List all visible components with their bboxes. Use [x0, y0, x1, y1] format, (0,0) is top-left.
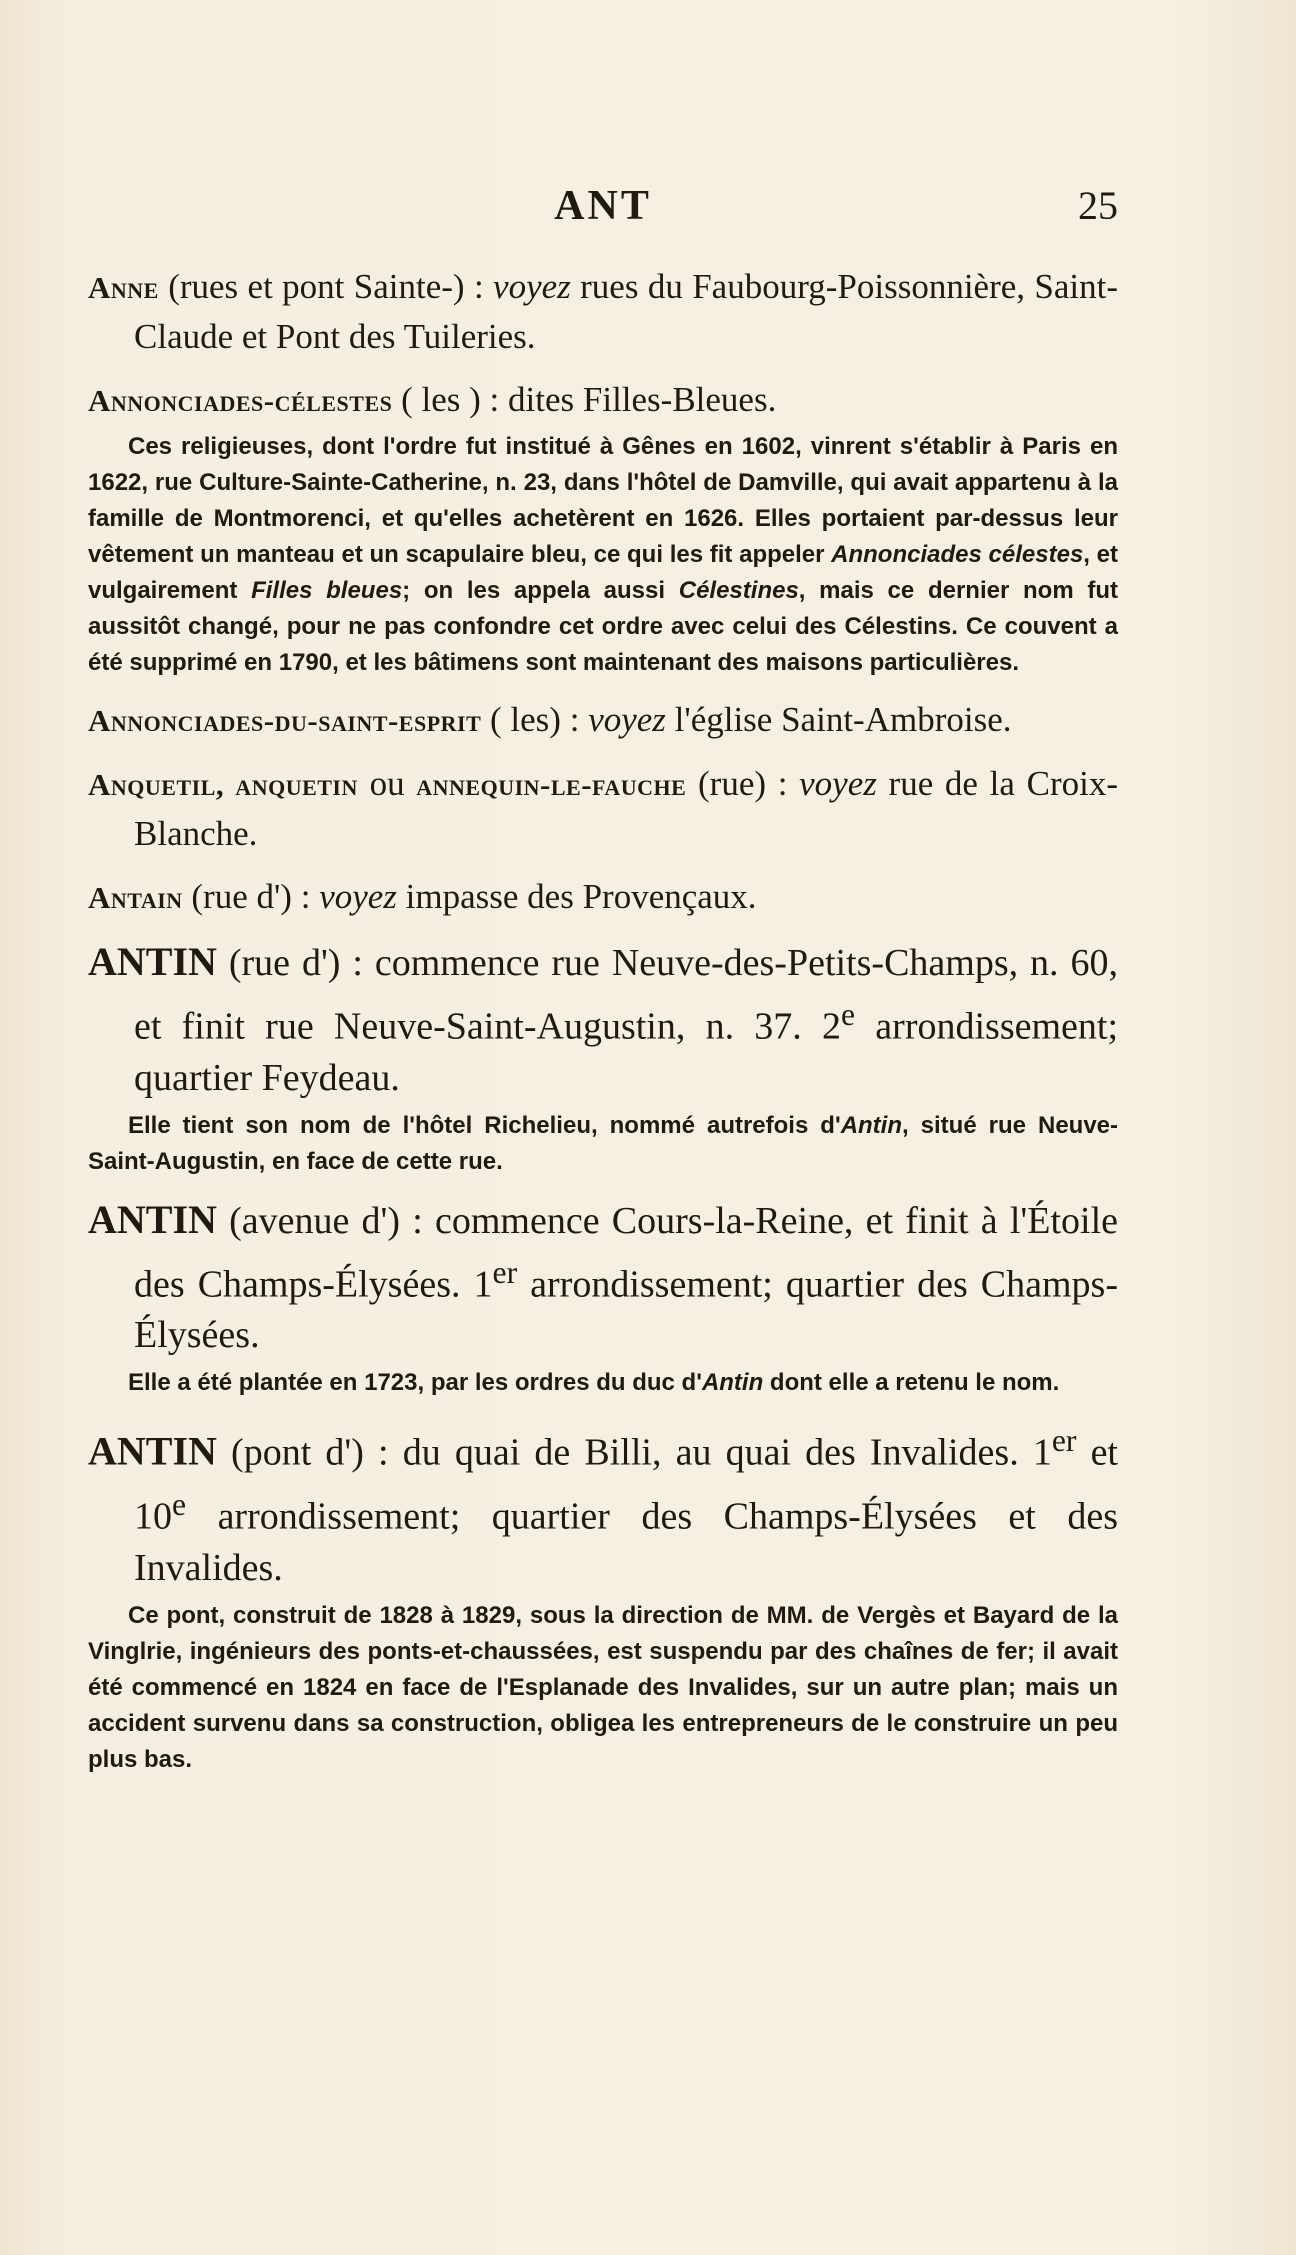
entry-heading [88, 1194, 1118, 1362]
note-text: Ce pont, construit de 1828 à 1829, sous la direction de MM. de Vergès et Bayard de la Vinglrie, ingénieurs des ponts-et-chaussées, est suspendu par des chaînes de fer; il avait été commencé en 1824 en face de l'Esplanade des Invalides, sur un autre plan; mais un accident survenu dans sa construction, obligea les entrepreneurs de le construire un peu plus bas. [88, 1601, 1118, 1773]
page-number: 25 [1078, 183, 1118, 228]
entry-heading [88, 262, 1118, 361]
headword: Annonciades-célestes [88, 383, 393, 418]
headword: ANTIN [88, 1428, 217, 1474]
heading-text: rue de la Croix-Blanche. [134, 764, 1118, 853]
superscript: er [492, 1254, 518, 1290]
heading-text: rues du Faubourg-Poissonnière, Saint-Claude et Pont des Tuileries. [134, 267, 1118, 356]
heading-text: ( les ) : dites Filles-Bleues. [392, 380, 777, 419]
entry-heading [88, 375, 1118, 425]
entry-heading [88, 936, 1118, 1104]
cross-reference: voyez [493, 267, 571, 306]
running-head [88, 182, 1118, 242]
note-text: dont elle a retenu le nom. [763, 1369, 1060, 1397]
note-text: Elle tient son nom de l'hôtel Richelieu, nommé autrefois d' [128, 1111, 841, 1139]
note-italic: Célestines [678, 577, 799, 604]
heading-text: (rues et pont Sainte-) : [158, 267, 494, 306]
note-italic: Filles bleues [251, 577, 403, 604]
note-italic: Annonciades célestes [831, 541, 1084, 568]
note-text: Ces religieuses, dont l'ordre fut institué à Gênes en 1602, vinrent s'établir à Paris en 1622, rue Culture-Sainte-Catherine, n. 23, dans l'hôtel de Damville, qui avait appartenu à la famille de Montmorenci, et qu'elles achetèrent en 1626. Elles portaient par-dessus leur vêtement un manteau et un scapulaire bleu, ce qui les fit appeler [88, 433, 1118, 568]
heading-text: l'église Saint-Ambroise. [665, 700, 1012, 739]
heading-text: et 10 [134, 1431, 1118, 1538]
entry-heading [88, 759, 1118, 858]
note-text: Elle a été plantée en 1723, par les ordres du duc d' [128, 1369, 702, 1397]
entry-antin-rue [88, 936, 1118, 1180]
heading-text: (rue) : [686, 764, 800, 803]
note-italic: Antin [840, 1111, 902, 1139]
entry-heading [88, 1415, 1118, 1593]
entry-heading [88, 695, 1118, 745]
headword: annequin-le-fauche [416, 767, 687, 802]
running-title: ANT [554, 183, 652, 229]
headword: Antain [88, 880, 183, 915]
entry-note [88, 1365, 1118, 1401]
entry-note [88, 1108, 1118, 1180]
heading-text: (rue d') : commence rue Neuve-des-Petits-Champs, n. 60, et finit rue Neuve-Saint-Augustin, n. 37. 2 [134, 942, 1118, 1048]
note-text: , et vulgairement [88, 541, 1118, 604]
heading-text: ( les) : [481, 700, 589, 739]
headword: ANTIN [88, 1196, 217, 1242]
cross-reference: voyez [799, 764, 877, 803]
headword: Anquetil, anquetin [88, 767, 358, 802]
note-italic: Antin [701, 1369, 764, 1397]
entry-antain [88, 872, 1118, 922]
note-text: , mais ce dernier nom fut aussitôt changé, pour ne pas confondre cet ordre avec celui des Célestins. Ce couvent a été supprimé en 1790, et les bâtimens sont maintenant des maisons particulières. [88, 577, 1119, 676]
heading-text: ou [357, 764, 417, 803]
entry-antin-avenue [88, 1194, 1118, 1402]
superscript: er [1051, 1423, 1077, 1459]
cross-reference: voyez [319, 877, 397, 916]
heading-text: arrondissement; quartier Feydeau. [134, 1005, 1119, 1099]
entry-annonciades-du-saint-esprit [88, 695, 1118, 745]
heading-text: arrondissement; quartier des Champs-Élysées et des Invalides. [134, 1495, 1118, 1589]
cross-reference: voyez [588, 700, 666, 739]
headword: Annonciades-du-saint-esprit [88, 703, 482, 738]
entry-anquetil [88, 759, 1118, 858]
note-text: ; on les appela aussi [402, 577, 679, 604]
entry-note [88, 429, 1118, 681]
entry-antin-pont [88, 1415, 1118, 1777]
superscript: e [172, 1486, 187, 1522]
entry-annonciades-celestes [88, 375, 1118, 681]
superscript: e [841, 997, 856, 1032]
heading-text: (rue d') : [182, 877, 320, 916]
heading-text: (avenue d') : commence Cours-la-Reine, et finit à l'Étoile des Champs-Élysées. 1 [134, 1199, 1118, 1306]
entry-note [88, 1598, 1118, 1778]
entry-anne [88, 262, 1118, 361]
dictionary-text [88, 262, 1118, 1792]
note-text: , situé rue Neuve-Saint-Augustin, en face de cette rue. [88, 1111, 1119, 1175]
headword: ANTIN [88, 939, 217, 984]
heading-text: (pont d') : du quai de Billi, au quai des Invalides. 1 [216, 1431, 1052, 1474]
heading-text: arrondissement; quartier des Champs-Élysées. [134, 1263, 1118, 1357]
heading-text: impasse des Provençaux. [396, 877, 757, 916]
entry-heading [88, 872, 1118, 922]
headword: Anne [88, 270, 159, 305]
